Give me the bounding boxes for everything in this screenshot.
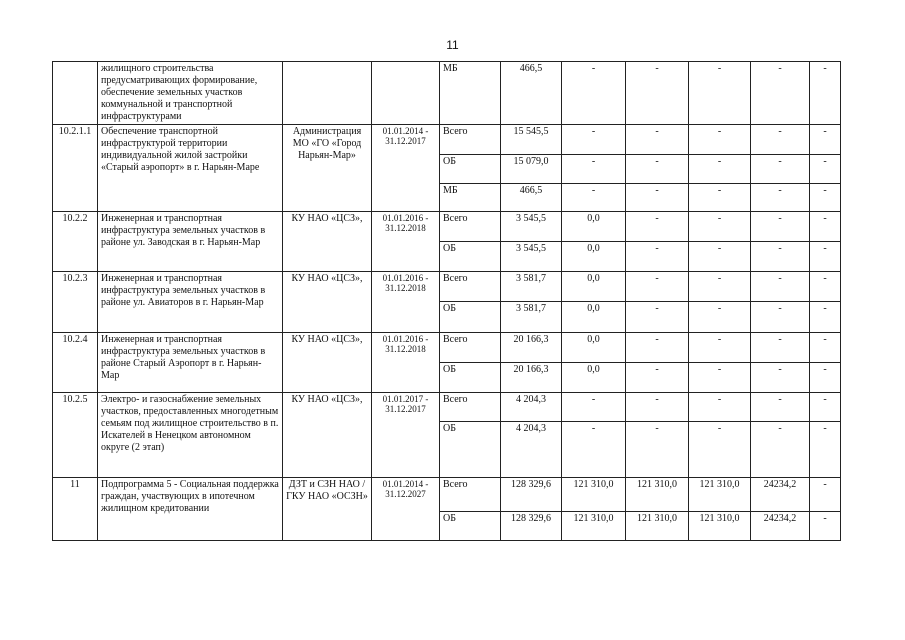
- funding-source: ОБ: [440, 512, 501, 541]
- funding-value: -: [562, 184, 626, 212]
- row-description: жилищного строительства предусматривающих формирование, обеспечение земельных участков коммунальной и транспортной инфраструктурами: [98, 62, 283, 125]
- funding-value: -: [689, 212, 751, 242]
- funding-value: -: [562, 62, 626, 125]
- row-period: [372, 62, 440, 125]
- table-row: [53, 125, 841, 155]
- funding-value: -: [810, 333, 841, 363]
- funding-value: -: [626, 393, 689, 422]
- funding-value: 121 310,0: [562, 478, 626, 512]
- row-number: 10.2.4: [53, 333, 98, 393]
- funding-source: ОБ: [440, 422, 501, 478]
- funding-value: 3 581,7: [501, 272, 562, 302]
- row-description: Инженерная и транспортная инфраструктура земельных участков в районе Старый Аэропорт в г. Нарьян-Мар: [98, 333, 283, 393]
- funding-value: -: [751, 242, 810, 272]
- table-row: [53, 212, 841, 242]
- funding-value: 121 310,0: [626, 478, 689, 512]
- funding-source: Всего: [440, 333, 501, 363]
- funding-value: -: [626, 422, 689, 478]
- funding-value: -: [751, 62, 810, 125]
- funding-value: -: [810, 212, 841, 242]
- funding-value: 121 310,0: [626, 512, 689, 541]
- funding-value: 15 079,0: [501, 155, 562, 184]
- funding-value: -: [751, 363, 810, 393]
- row-description: Инженерная и транспортная инфраструктура земельных участков в районе ул. Заводская в г. Нарьян-Мар: [98, 212, 283, 272]
- funding-value: -: [689, 155, 751, 184]
- funding-value: -: [626, 125, 689, 155]
- row-number: 10.2.5: [53, 393, 98, 478]
- funding-value: 0,0: [562, 212, 626, 242]
- funding-value: -: [810, 363, 841, 393]
- funding-value: -: [689, 422, 751, 478]
- funding-value: 128 329,6: [501, 512, 562, 541]
- funding-value: -: [751, 393, 810, 422]
- row-number: 10.2.1.1: [53, 125, 98, 212]
- funding-value: -: [751, 272, 810, 302]
- row-description: Обеспечение транспортной инфраструктурой территории индивидуальной жилой застройки «Старый аэропорт» в г. Нарьян-Маре: [98, 125, 283, 212]
- funding-value: 0,0: [562, 242, 626, 272]
- funding-value: -: [810, 125, 841, 155]
- funding-source: Всего: [440, 125, 501, 155]
- funding-value: 0,0: [562, 272, 626, 302]
- row-number: [53, 62, 98, 125]
- funding-value: -: [689, 393, 751, 422]
- funding-value: -: [810, 155, 841, 184]
- funding-value: -: [562, 393, 626, 422]
- funding-value: -: [689, 62, 751, 125]
- row-responsible: КУ НАО «ЦСЗ»,: [283, 393, 372, 478]
- row-period: 01.01.2016 - 31.12.2018: [372, 272, 440, 333]
- funding-source: Всего: [440, 393, 501, 422]
- funding-value: -: [751, 302, 810, 333]
- row-responsible: Администрация МО «ГО «Город Нарьян-Мар»: [283, 125, 372, 212]
- row-number: 10.2.2: [53, 212, 98, 272]
- row-responsible: КУ НАО «ЦСЗ»,: [283, 212, 372, 272]
- table-row: [53, 478, 841, 512]
- funding-value: -: [562, 155, 626, 184]
- funding-value: -: [751, 422, 810, 478]
- funding-source: ОБ: [440, 302, 501, 333]
- row-responsible: ДЗТ и СЗН НАО / ГКУ НАО «ОСЗН»: [283, 478, 372, 541]
- table-row: [53, 272, 841, 302]
- funding-value: -: [810, 302, 841, 333]
- funding-value: -: [626, 272, 689, 302]
- funding-value: -: [689, 125, 751, 155]
- funding-value: -: [810, 242, 841, 272]
- funding-value: -: [626, 242, 689, 272]
- page-number: 11: [446, 38, 459, 52]
- table-body: [53, 62, 841, 541]
- funding-value: 20 166,3: [501, 363, 562, 393]
- funding-value: -: [626, 184, 689, 212]
- row-number: 10.2.3: [53, 272, 98, 333]
- row-responsible: КУ НАО «ЦСЗ»,: [283, 272, 372, 333]
- funding-value: -: [751, 125, 810, 155]
- funding-source: ОБ: [440, 363, 501, 393]
- funding-source: МБ: [440, 62, 501, 125]
- funding-value: -: [810, 62, 841, 125]
- funding-value: 4 204,3: [501, 393, 562, 422]
- funding-value: -: [562, 125, 626, 155]
- funding-value: 24234,2: [751, 478, 810, 512]
- funding-value: 466,5: [501, 184, 562, 212]
- row-period: 01.01.2014 - 31.12.2017: [372, 125, 440, 212]
- funding-value: 121 310,0: [562, 512, 626, 541]
- row-period: 01.01.2016 - 31.12.2018: [372, 333, 440, 393]
- funding-value: -: [689, 333, 751, 363]
- funding-value: -: [626, 212, 689, 242]
- row-number: 11: [53, 478, 98, 541]
- table-row: [53, 393, 841, 422]
- program-table: [52, 61, 841, 541]
- funding-value: 128 329,6: [501, 478, 562, 512]
- funding-source: ОБ: [440, 155, 501, 184]
- row-description: Подпрограмма 5 - Социальная поддержка граждан, участвующих в ипотечном жилищном кредитовании: [98, 478, 283, 541]
- funding-value: -: [689, 363, 751, 393]
- table-row: [53, 333, 841, 363]
- funding-value: -: [751, 212, 810, 242]
- funding-value: 3 581,7: [501, 302, 562, 333]
- funding-source: Всего: [440, 212, 501, 242]
- funding-value: 121 310,0: [689, 478, 751, 512]
- funding-value: 24234,2: [751, 512, 810, 541]
- row-responsible: КУ НАО «ЦСЗ»,: [283, 333, 372, 393]
- funding-value: 4 204,3: [501, 422, 562, 478]
- row-description: Инженерная и транспортная инфраструктура земельных участков в районе ул. Авиаторов в г. Нарьян-Мар: [98, 272, 283, 333]
- funding-value: -: [689, 302, 751, 333]
- row-description: Электро- и газоснабжение земельных участков, предоставленных многодетным семьям под жилищное строительство в п. Искателей в Ненецком автономном округе (2 этап): [98, 393, 283, 478]
- funding-value: 121 310,0: [689, 512, 751, 541]
- funding-value: 0,0: [562, 302, 626, 333]
- funding-value: -: [810, 184, 841, 212]
- table-row: [53, 62, 841, 125]
- funding-value: 0,0: [562, 333, 626, 363]
- funding-source: Всего: [440, 478, 501, 512]
- funding-value: -: [810, 422, 841, 478]
- funding-value: 20 166,3: [501, 333, 562, 363]
- funding-value: -: [689, 272, 751, 302]
- funding-value: -: [810, 478, 841, 512]
- funding-value: -: [626, 333, 689, 363]
- funding-value: -: [626, 155, 689, 184]
- funding-value: -: [689, 242, 751, 272]
- funding-value: -: [810, 272, 841, 302]
- funding-source: МБ: [440, 184, 501, 212]
- row-period: 01.01.2014 - 31.12.2027: [372, 478, 440, 541]
- funding-value: -: [751, 333, 810, 363]
- funding-source: ОБ: [440, 242, 501, 272]
- row-period: 01.01.2017 - 31.12.2017: [372, 393, 440, 478]
- funding-value: 15 545,5: [501, 125, 562, 155]
- row-period: 01.01.2016 - 31.12.2018: [372, 212, 440, 272]
- funding-value: -: [689, 184, 751, 212]
- row-responsible: [283, 62, 372, 125]
- funding-value: -: [626, 62, 689, 125]
- funding-value: -: [562, 422, 626, 478]
- funding-value: 0,0: [562, 363, 626, 393]
- funding-value: -: [810, 393, 841, 422]
- funding-value: 3 545,5: [501, 242, 562, 272]
- funding-value: -: [810, 512, 841, 541]
- funding-value: -: [626, 363, 689, 393]
- funding-value: -: [751, 184, 810, 212]
- funding-value: 3 545,5: [501, 212, 562, 242]
- funding-value: 466,5: [501, 62, 562, 125]
- funding-value: -: [626, 302, 689, 333]
- funding-source: Всего: [440, 272, 501, 302]
- funding-value: -: [751, 155, 810, 184]
